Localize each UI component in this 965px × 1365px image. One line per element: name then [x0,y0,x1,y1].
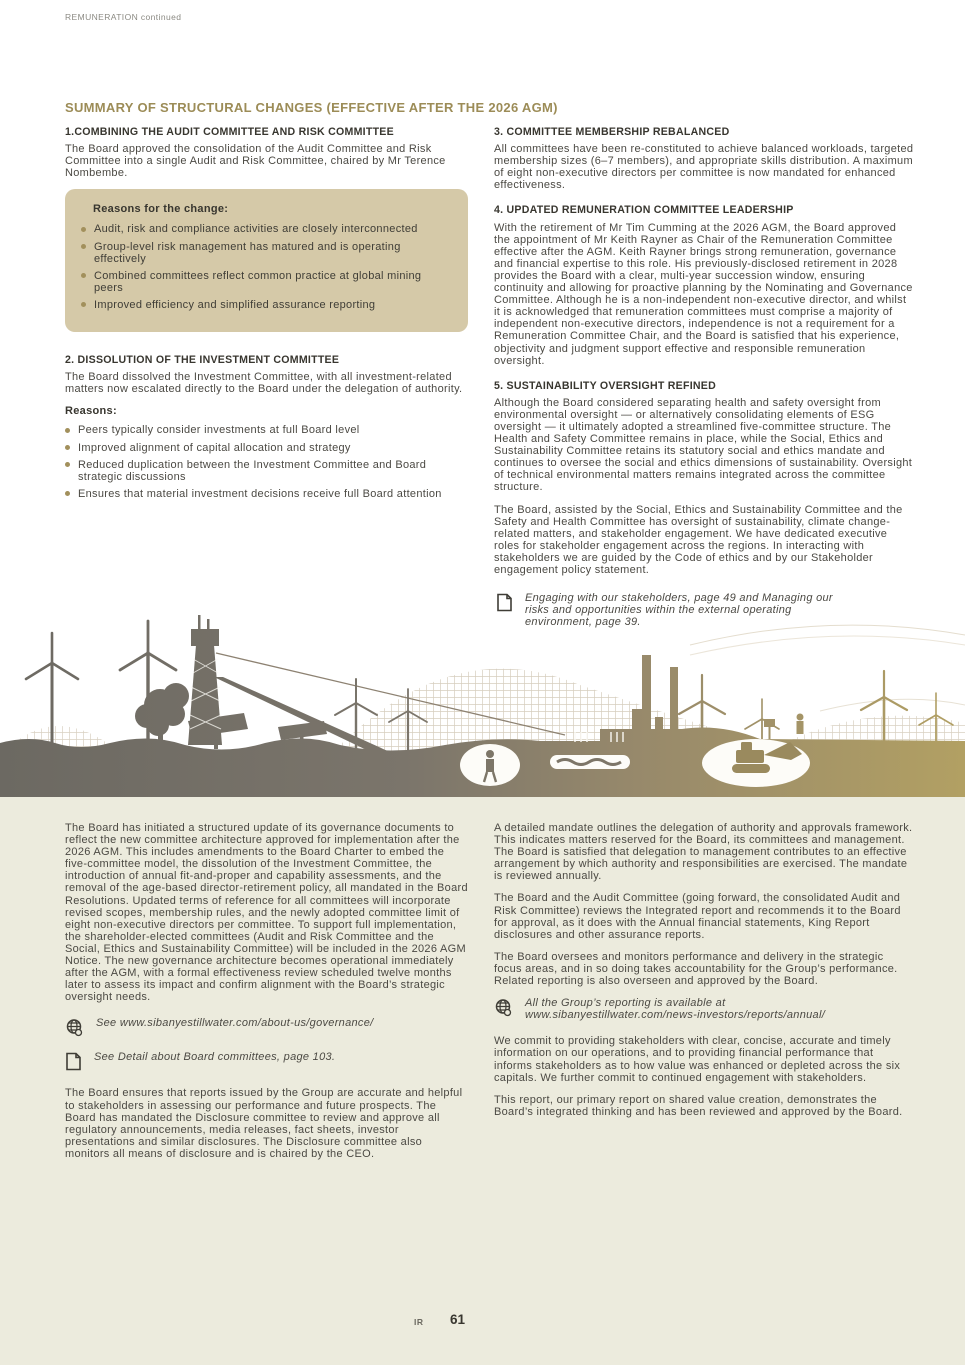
document-icon [65,1052,82,1071]
section-3-body: All committees have been re-constituted to achieve balanced workloads, targeted membership sizes (6–7 members), and appropriate skills distribution. A maximum of eight non-executive directors per committee is now mandated for enhanced effectiveness. [494,143,914,192]
section-2-heading: 2. DISSOLUTION OF THE INVESTMENT COMMITTEE [65,354,340,367]
section-4-heading: 4. UPDATED REMUNERATION COMMITTEE LEADERSHIP [494,204,794,217]
mesh-hills [0,625,965,757]
group-reporting-web-link [494,997,834,1021]
section-1-heading: 1.COMBINING THE AUDIT COMMITTEE AND RISK COMMITTEE [65,126,394,138]
page-reference-text: Engaging with our stakeholders, page 49 and Managing our risks and opportunities within the external operating environment, page 39. [525,592,833,629]
shared-value-paragraph: This report, our primary report on shared value creation, demonstrates the Board’s integrated thinking and has been reviewed and approved by the Board. [494,1093,903,1118]
globe-icon [65,1018,84,1037]
section-3-heading: 3. COMMITTEE MEMBERSHIP REBALANCED [494,126,730,138]
governance-web-link [65,1017,469,1037]
bullet-text: Peers typically consider investments at full Board level [78,424,360,437]
bullet-dot-icon [81,302,86,307]
mandate-paragraph: A detailed mandate outlines the delegation of authority and approvals framework. This indicates matters reserved for the Board, its committees and management. The Board is satisfied that delegation to management contributes to an effective arrangement by which authority and responsibilities are exercised. The mandate is reviewed annually. [494,822,913,883]
page-number: 61 [450,1312,466,1327]
callout-heading: Reasons for the change: [93,203,229,216]
bullet-text: Reduced duplication between the Investment Committee and Board strategic discussions [78,458,427,483]
bullet-dot-icon [81,227,86,232]
list-item [81,241,452,265]
page-reference-text: See Detail about Board committees, page 103. [94,1051,336,1064]
globe-icon [494,998,513,1017]
bullet-text: Ensures that material investment decisions receive full Board attention [78,487,442,500]
disclosure-paragraph: The Board ensures that reports issued by the Group are accurate and helpful to stakeholders in assessing our performance and future prospects. The Board has mandated the Disclosure committee to review and approve all regulatory announcements, media releases, fact sheets, investor presentations and similar disclosures. The Disclosure committee also monitors all means of disclosure and is chaired by the CEO. [65,1087,463,1160]
bullet-text: Combined committees reflect common practice at global mining peers [94,269,422,294]
governance-update-paragraph: The Board has initiated a structured update of its governance documents to reflect the new committee architecture approved for implementation after the 2026 AGM. This includes amendments to the Board Charter to embed the five-committee model, the dissolution of the Investment Committee, the introduction of annual fit-and-proper and capability assessments, and the removal of the age-based director-retirement policy, all mandated in the Board Resolutions. Updated terms of reference for all committees will incorporate revised scopes, membership rules, and the newly adopted committee limit of eight non-executive directors per committee. To support full implementation, the shareholder-elected committees (Audit and Risk Committee and the Social, Ethics and Sustainability Committee) will be included in the 2026 AGM Notice. The new governance architecture becomes operational immediately after the AGM, with a formal effectiveness review scheduled twelve months later to assess its impact and confirm alignment with the Board’s strategic oversight needs. [65,822,468,1004]
list-item [65,442,468,454]
list-item [81,299,452,311]
web-link-text[interactable]: See www.sibanyestillwater.com/about-us/governance/ [96,1017,374,1030]
performance-paragraph: The Board oversees and monitors performance and delivery in the strategic focus areas, and in so doing takes accountability for the Group’s performance. Related reporting is also overseen and approved by the Board. [494,950,898,988]
web-link-text[interactable]: All the Group’s reporting is available at www.sibanyestillwater.com/news-investors/reports/annual/ [525,997,826,1022]
section-continued-label: REMUNERATION continued [65,12,182,22]
stakeholder-commitment-paragraph: We commit to providing stakeholders with clear, concise, accurate and timely information on our operations, and to providing financial performance that informs stakeholders as to how value was enhanced or depleted across the six capitals. We further commit to continued engagement with stakeholders. [494,1035,901,1084]
bottom-left-column [65,822,469,1170]
mining-landscape-illustration [0,593,965,797]
audit-committee-paragraph: The Board and the Audit Committee (going forward, the consolidated Audit and Risk Committee) reviews the Integrated report and recommends it to the Board for approval, as it does with the Annual financial statements, King Report disclosures and other assurance reports. [494,892,901,941]
reasons-label: Reasons: [65,405,117,418]
bullet-dot-icon [65,462,70,467]
list-item [81,223,452,235]
list-item [65,424,468,436]
list-item [81,270,452,294]
list-item [65,459,468,483]
section-1-body: The Board approved the consolidation of the Audit Committee and Risk Committee into a single Audit and Risk Committee, chaired by Mr Terence Nombembe. [65,143,446,180]
report-code: IR [414,1317,424,1327]
top-left-column [65,126,468,505]
section-5-para1: Although the Board considered separating health and safety oversight from environmental oversight — or alternatively consolidating elements of ESG oversight — it ultimately adopted a streamlined five-committee structure. The Health and Safety Committee remains in place, while the Social, Ethics and Sustainability Committee retains its statutory social and ethics mandate and continues to oversee the social and ethics dimensions of sustainability. Oversight of technical environmental matters remains integrated across the committee structure. [494,396,913,494]
bullet-text: Improved alignment of capital allocation and strategy [78,441,351,454]
bullet-dot-icon [81,273,86,278]
bullet-text: Audit, risk and compliance activities are closely interconnected [94,223,418,236]
callout-bullet-list [81,223,452,311]
list-item [65,488,468,500]
page-title: SUMMARY OF STRUCTURAL CHANGES (EFFECTIVE AFTER THE 2026 AGM) [65,100,558,115]
bullet-dot-icon [65,491,70,496]
reasons-callout-box [65,189,468,332]
board-committees-page-reference [65,1051,469,1071]
top-right-column [494,126,914,628]
bottom-right-column [494,822,914,1128]
section-5-heading: 5. SUSTAINABILITY OVERSIGHT REFINED [494,379,717,392]
bullet-dot-icon [81,244,86,249]
bullet-text: Group-level risk management has matured and is operating effectively [94,240,401,265]
section-5-para2: The Board, assisted by the Social, Ethics and Sustainability Committee and the Safety and Health Committee has oversight of sustainability, climate change-related matters, and stakeholder engagement. We have dedicated executive roles for stakeholder engagement across the regions. In interacting with stakeholders we are guided by the Code of ethics and by our Stakeholder engagement policy statement. [494,503,903,576]
section-2-bullet-list [65,424,468,499]
section-2-body: The Board dissolved the Investment Committee, with all investment-related matters now escalated directly to the Board under the delegation of authority. [65,371,463,396]
section-4-body: With the retirement of Mr Tim Cumming at the 2026 AGM, the Board approved the appointment of Mr Keith Rayner as Chair of the Remuneration Committee effective after the AGM. Keith Rayner brings strong remuneration, governance and financial expertise to this role. His previously-disclosed retirement in 2028 provides the Board with a clear, multi-year succession window, ensuring continuity and allowing for proactive planning by the Nominating and Governance Committee. Although he is a non-independent non-executive director, and whilst it is acknowledged that remuneration committees must comprise a majority of independent non-executive directors, independence is not a requirement for a Remuneration Committee Chair, and the Board is satisfied that his experience, objectivity and judgment support effective and responsible remuneration oversight. [494,221,913,367]
bullet-text: Improved efficiency and simplified assurance reporting [94,298,376,311]
bullet-dot-icon [65,445,70,450]
bullet-dot-icon [65,428,70,433]
